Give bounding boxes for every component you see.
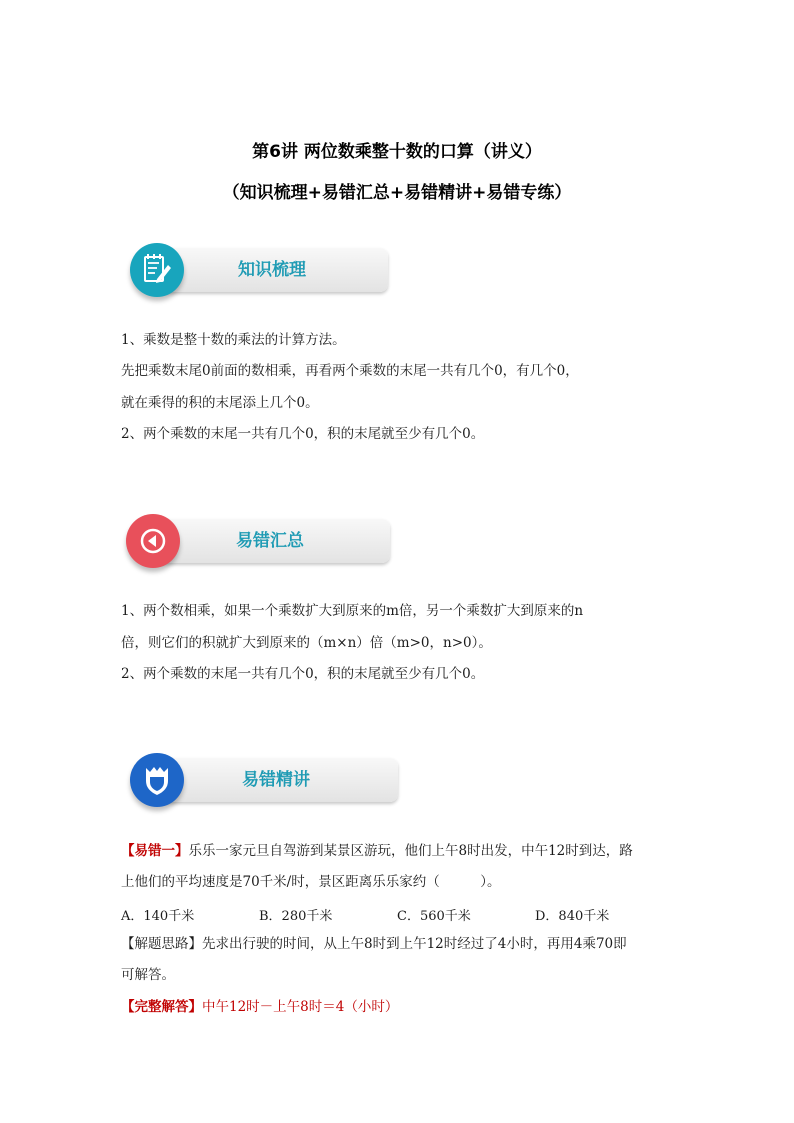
section-heading: 知识梳理 xyxy=(238,260,306,280)
banner-bar xyxy=(154,519,390,563)
knowledge-line-2: 先把乘数末尾0前面的数相乘，再看两个乘数的末尾一共有几个0，有几个0， xyxy=(121,363,579,379)
problem-line-1 xyxy=(121,842,633,860)
section-heading: 易错汇总 xyxy=(236,531,304,551)
answer-text: 中午12时－上午8时＝4（小时） xyxy=(202,999,399,1015)
section-heading: 易错精讲 xyxy=(242,770,310,790)
option-c: C．560千米 xyxy=(397,909,471,924)
mistakes-line-1: 1、两个数相乘，如果一个乘数扩大到原来的m倍，另一个乘数扩大到原来的n xyxy=(121,603,584,619)
option-a: A．140千米 xyxy=(121,909,195,924)
banner-bar xyxy=(158,248,388,292)
page-title: 第6讲 两位数乘整十数的口算（讲义） xyxy=(252,142,542,162)
answer-line xyxy=(121,998,398,1016)
answer-tag: 【完整解答】 xyxy=(121,999,202,1015)
knowledge-line-1: 1、乘数是整十数的乘法的计算方法。 xyxy=(121,332,346,348)
hint-text-1: 先求出行驶的时间，从上午8时到上午12时经过了4小时，再用4乘70即 xyxy=(202,936,627,952)
play-back-icon xyxy=(126,514,180,568)
mistakes-line-2: 倍，则它们的积就扩大到原来的（m×n）倍（m>0，n>0）。 xyxy=(121,635,492,651)
knowledge-line-3: 就在乘得的积的末尾添上几个0。 xyxy=(121,395,319,411)
knowledge-line-4: 2、两个乘数的末尾一共有几个0，积的末尾就至少有几个0。 xyxy=(121,426,485,442)
page-subtitle: （知识梳理+易错汇总+易错精讲+易错专练） xyxy=(222,183,572,203)
option-b: B．280千米 xyxy=(259,909,333,924)
mistakes-line-3: 2、两个乘数的末尾一共有几个0，积的末尾就至少有几个0。 xyxy=(121,666,485,682)
problem-line-2: 上他们的平均速度是70千米/时，景区距离乐乐家约（ ）。 xyxy=(121,874,501,890)
hint-line-2: 可解答。 xyxy=(121,967,175,983)
banner-bar xyxy=(158,758,398,802)
notepad-pencil-icon xyxy=(130,243,184,297)
option-d: D．840千米 xyxy=(535,909,610,924)
problem-tag: 【易错一】 xyxy=(121,843,189,859)
hint-tag: 【解题思路】 xyxy=(121,936,202,952)
problem-text-1: 乐乐一家元旦自驾游到某景区游玩，他们上午8时出发，中午12时到达，路 xyxy=(188,843,633,859)
hint-line-1 xyxy=(121,935,627,953)
shield-icon xyxy=(130,753,184,807)
